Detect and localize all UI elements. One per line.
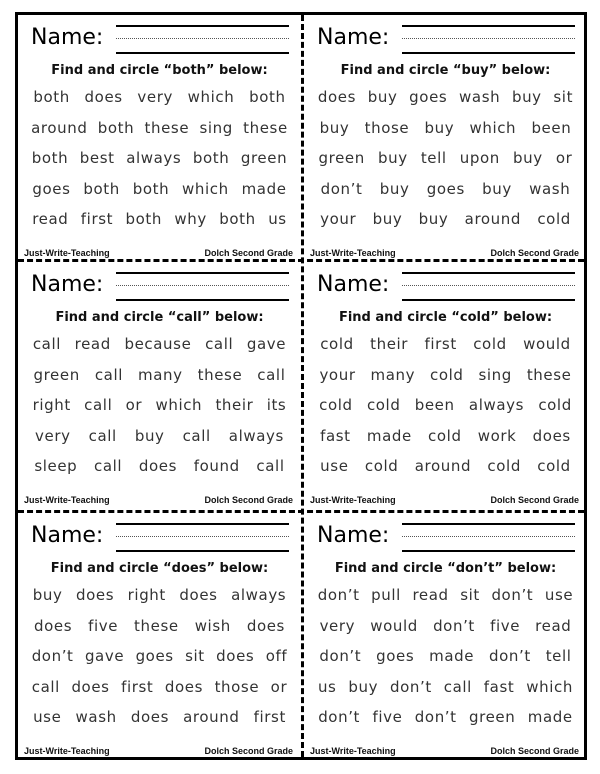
word[interactable]: goes <box>32 179 71 198</box>
word[interactable]: always <box>231 586 287 605</box>
word[interactable]: your <box>320 210 357 229</box>
word[interactable]: buy <box>134 426 165 445</box>
instruction: Find and circle “cold” below: <box>338 310 553 325</box>
word-row <box>24 390 295 421</box>
card-footer <box>24 495 293 505</box>
word[interactable]: both <box>249 88 286 107</box>
word[interactable]: does <box>532 426 571 445</box>
word[interactable]: green <box>318 149 365 168</box>
word[interactable]: does <box>33 616 73 635</box>
word[interactable]: cold <box>319 396 353 415</box>
name-write-lines[interactable] <box>116 25 289 53</box>
word-grid <box>24 580 295 733</box>
word[interactable]: does <box>179 586 218 605</box>
word[interactable]: these <box>197 365 243 384</box>
name-base-line <box>116 52 289 54</box>
word[interactable]: sing <box>199 118 233 137</box>
word[interactable]: goes <box>426 179 465 198</box>
word[interactable]: call <box>443 677 472 696</box>
name-row <box>24 15 295 59</box>
footer-grade: Dolch Second Grade <box>490 746 579 756</box>
word[interactable]: pull <box>371 586 401 605</box>
word-row <box>310 329 581 360</box>
word[interactable]: don’t <box>491 586 534 605</box>
word[interactable]: buy <box>418 210 449 229</box>
word[interactable]: both <box>219 210 256 229</box>
word[interactable]: buy <box>348 677 379 696</box>
footer-brand: Just-Write-Teaching <box>24 248 110 258</box>
word[interactable]: buy <box>424 118 455 137</box>
word-grid <box>24 82 295 235</box>
word[interactable]: call <box>31 677 60 696</box>
word[interactable]: first <box>253 708 286 727</box>
name-top-line <box>402 272 575 274</box>
word[interactable]: its <box>266 396 287 415</box>
word[interactable]: goes <box>135 647 174 666</box>
name-top-line <box>402 523 575 525</box>
word-row <box>24 204 295 235</box>
word[interactable]: these <box>526 365 572 384</box>
word[interactable]: read <box>535 616 572 635</box>
word[interactable]: don’t <box>433 616 475 635</box>
word[interactable]: sit <box>185 647 205 666</box>
word[interactable]: call <box>256 457 285 476</box>
instruction: Find and circle “both” below: <box>51 63 268 78</box>
word[interactable]: does <box>75 586 115 605</box>
word[interactable]: cold <box>430 365 464 384</box>
word[interactable]: read <box>32 210 69 229</box>
name-base-line <box>116 299 289 301</box>
word-grid <box>310 329 581 482</box>
instruction: Find and circle “call” below: <box>55 310 264 325</box>
word-row <box>24 421 295 452</box>
word[interactable]: don’t <box>389 677 432 696</box>
word[interactable]: don’t <box>488 647 531 666</box>
word[interactable]: both <box>83 179 120 198</box>
word-row <box>24 611 295 642</box>
word[interactable]: their <box>370 335 409 354</box>
word-row <box>24 641 295 672</box>
word[interactable]: don’t <box>319 647 362 666</box>
word[interactable]: cold <box>487 457 521 476</box>
word[interactable]: which <box>155 396 203 415</box>
name-write-lines[interactable] <box>402 523 575 551</box>
word[interactable]: around <box>414 457 472 476</box>
word[interactable]: would <box>523 335 571 354</box>
word[interactable]: goes <box>409 88 448 107</box>
word[interactable]: first <box>424 335 457 354</box>
word-row <box>310 390 581 421</box>
word[interactable]: always <box>468 396 525 415</box>
word[interactable]: work <box>477 426 517 445</box>
word-search-card-both <box>18 15 301 262</box>
word[interactable]: because <box>124 335 192 354</box>
word[interactable]: made <box>241 179 287 198</box>
name-mid-dotted-line <box>116 285 289 286</box>
word[interactable]: both <box>192 149 230 168</box>
word[interactable]: five <box>372 708 403 727</box>
word[interactable]: buy <box>377 149 408 168</box>
word-search-card-call <box>18 262 301 509</box>
word[interactable]: been <box>531 118 572 137</box>
card-footer <box>310 495 579 505</box>
word-search-card-cold <box>304 262 587 509</box>
word[interactable]: goes <box>376 647 415 666</box>
word-row <box>24 329 295 360</box>
word[interactable]: made <box>429 647 475 666</box>
word[interactable]: made <box>527 708 573 727</box>
word[interactable]: these <box>134 616 179 635</box>
word[interactable]: buy <box>379 179 410 198</box>
word[interactable]: sleep <box>34 457 78 476</box>
word[interactable]: cold <box>537 210 571 229</box>
word[interactable]: don’t <box>31 647 74 666</box>
word[interactable]: around <box>31 118 88 137</box>
word[interactable]: very <box>319 616 356 635</box>
word[interactable]: cold <box>473 335 507 354</box>
footer-grade: Dolch Second Grade <box>490 495 579 505</box>
word[interactable]: sit <box>460 586 480 605</box>
word[interactable]: read <box>74 335 111 354</box>
word[interactable]: those <box>214 677 260 696</box>
word[interactable]: buy <box>32 586 63 605</box>
word[interactable]: which <box>182 179 229 198</box>
word[interactable]: wash <box>459 88 501 107</box>
word[interactable]: which <box>526 677 573 696</box>
word[interactable]: first <box>121 677 154 696</box>
name-row <box>310 262 581 306</box>
word-search-card-buy <box>304 15 587 262</box>
word[interactable]: five <box>490 616 521 635</box>
name-mid-dotted-line <box>402 285 575 286</box>
word-row <box>24 580 295 611</box>
word[interactable]: cold <box>364 457 399 476</box>
footer-brand: Just-Write-Teaching <box>310 746 396 756</box>
word[interactable]: or <box>125 396 143 415</box>
name-write-lines[interactable] <box>116 523 289 551</box>
word-search-card-dont <box>304 513 587 760</box>
word-row <box>310 451 581 482</box>
word[interactable]: call <box>182 426 211 445</box>
name-row <box>310 15 581 59</box>
word[interactable]: buy <box>482 179 512 198</box>
word[interactable]: fast <box>483 677 515 696</box>
word-grid <box>310 580 581 733</box>
word[interactable]: which <box>187 88 235 107</box>
word[interactable]: wish <box>194 616 231 635</box>
word[interactable]: those <box>364 118 410 137</box>
word[interactable]: would <box>370 616 418 635</box>
word-grid <box>24 329 295 482</box>
name-label: Name: <box>317 25 390 50</box>
name-mid-dotted-line <box>116 536 289 537</box>
word[interactable]: many <box>138 365 183 384</box>
instruction: Find and circle “don’t” below: <box>334 561 557 576</box>
word[interactable]: use <box>544 586 574 605</box>
name-write-lines[interactable] <box>116 272 289 300</box>
word-row <box>310 580 581 611</box>
footer-brand: Just-Write-Teaching <box>24 495 110 505</box>
word[interactable]: does <box>317 88 357 107</box>
word[interactable]: five <box>88 616 119 635</box>
word[interactable]: don’t <box>317 586 360 605</box>
word-row <box>24 702 295 733</box>
word-row <box>310 611 581 642</box>
word[interactable]: don’t <box>414 708 457 727</box>
word-row <box>24 360 295 391</box>
word[interactable]: call <box>88 426 117 445</box>
word[interactable]: sing <box>478 365 512 384</box>
name-base-line <box>116 550 289 552</box>
word-row <box>310 421 581 452</box>
word[interactable]: their <box>215 396 254 415</box>
word[interactable]: does <box>130 708 170 727</box>
word-row <box>310 113 581 144</box>
word[interactable]: around <box>183 708 240 727</box>
word[interactable]: both <box>97 118 135 137</box>
footer-brand: Just-Write-Teaching <box>310 495 396 505</box>
word[interactable]: cold <box>320 335 354 354</box>
name-label: Name: <box>31 272 104 297</box>
word[interactable]: or <box>270 677 288 696</box>
word[interactable]: call <box>84 396 113 415</box>
word-row <box>24 174 295 205</box>
word[interactable]: cold <box>537 457 571 476</box>
word[interactable]: very <box>137 88 173 107</box>
word-row <box>24 143 295 174</box>
word[interactable]: green <box>240 149 288 168</box>
word[interactable]: buy <box>319 118 350 137</box>
word-grid <box>310 82 581 235</box>
word[interactable]: does <box>71 677 110 696</box>
word[interactable]: why <box>174 210 207 229</box>
word[interactable]: gave <box>84 647 125 666</box>
word[interactable]: does <box>138 457 178 476</box>
word[interactable]: does <box>84 88 123 107</box>
name-top-line <box>402 25 575 27</box>
word-row <box>310 82 581 113</box>
word[interactable]: buy <box>367 88 398 107</box>
word[interactable]: cold <box>428 426 462 445</box>
word[interactable]: cold <box>366 396 401 415</box>
word[interactable]: tell <box>420 149 447 168</box>
name-write-lines[interactable] <box>402 272 575 300</box>
word[interactable]: use <box>320 457 349 476</box>
word[interactable]: made <box>366 426 412 445</box>
name-label: Name: <box>31 25 104 50</box>
word-row <box>310 360 581 391</box>
word[interactable]: call <box>32 335 61 354</box>
word[interactable]: found <box>193 457 240 476</box>
footer-brand: Just-Write-Teaching <box>310 248 396 258</box>
word[interactable]: off <box>265 647 288 666</box>
word[interactable]: which <box>469 118 517 137</box>
name-mid-dotted-line <box>116 38 289 39</box>
name-mid-dotted-line <box>402 536 575 537</box>
name-mid-dotted-line <box>402 38 575 39</box>
name-row <box>24 513 295 557</box>
word-row <box>310 641 581 672</box>
name-write-lines[interactable] <box>402 25 575 53</box>
word[interactable]: buy <box>511 88 542 107</box>
word[interactable]: buy <box>513 149 543 168</box>
card-footer <box>24 746 293 756</box>
word[interactable]: call <box>94 457 123 476</box>
word[interactable]: buy <box>372 210 403 229</box>
name-row <box>24 262 295 306</box>
word[interactable]: use <box>33 708 62 727</box>
word[interactable]: call <box>205 335 234 354</box>
word[interactable]: both <box>125 210 163 229</box>
word-row <box>24 82 295 113</box>
word-row <box>24 113 295 144</box>
card-footer <box>310 248 579 258</box>
word[interactable]: don’t <box>318 708 361 727</box>
word[interactable]: very <box>35 426 71 445</box>
word-search-card-does <box>18 513 301 760</box>
word[interactable]: does <box>164 677 204 696</box>
word-row <box>310 702 581 733</box>
footer-brand: Just-Write-Teaching <box>24 746 110 756</box>
word[interactable]: right <box>32 396 71 415</box>
name-top-line <box>116 523 289 525</box>
name-top-line <box>116 25 289 27</box>
name-label: Name: <box>31 523 104 548</box>
instruction: Find and circle “does” below: <box>50 561 269 576</box>
word[interactable]: green <box>469 708 516 727</box>
word-row <box>24 672 295 703</box>
word[interactable]: cold <box>538 396 572 415</box>
worksheet-page <box>15 12 587 760</box>
word[interactable]: wash <box>529 179 571 198</box>
word[interactable]: been <box>414 396 455 415</box>
footer-grade: Dolch Second Grade <box>490 248 579 258</box>
card-footer <box>310 746 579 756</box>
word[interactable]: both <box>31 149 69 168</box>
word[interactable]: both <box>33 88 70 107</box>
name-label: Name: <box>317 523 390 548</box>
word[interactable]: gave <box>246 335 287 354</box>
word-row <box>24 451 295 482</box>
word[interactable]: read <box>412 586 449 605</box>
word-row <box>310 672 581 703</box>
word[interactable]: fast <box>320 426 351 445</box>
word[interactable]: right <box>127 586 166 605</box>
word[interactable]: your <box>319 365 356 384</box>
word[interactable]: many <box>370 365 416 384</box>
word[interactable]: always <box>228 426 284 445</box>
name-label: Name: <box>317 272 390 297</box>
word[interactable]: does <box>246 616 285 635</box>
word[interactable]: tell <box>545 647 572 666</box>
name-base-line <box>402 550 575 552</box>
word[interactable]: green <box>33 365 80 384</box>
name-row <box>310 513 581 557</box>
name-base-line <box>402 52 575 54</box>
instruction: Find and circle “buy” below: <box>340 63 551 78</box>
word[interactable]: does <box>216 647 255 666</box>
card-footer <box>24 248 293 258</box>
word-row <box>310 204 581 235</box>
word[interactable]: upon <box>459 149 500 168</box>
word[interactable]: these <box>144 118 190 137</box>
footer-grade: Dolch Second Grade <box>204 495 293 505</box>
word[interactable]: first <box>80 210 114 229</box>
word[interactable]: best <box>79 149 115 168</box>
word[interactable]: call <box>257 365 286 384</box>
name-top-line <box>116 272 289 274</box>
word[interactable]: us <box>317 677 337 696</box>
word[interactable]: call <box>94 365 124 384</box>
word[interactable]: sit <box>553 88 574 107</box>
name-base-line <box>402 299 575 301</box>
word-row <box>310 174 581 205</box>
footer-grade: Dolch Second Grade <box>204 248 293 258</box>
footer-grade: Dolch Second Grade <box>204 746 293 756</box>
word[interactable]: us <box>268 210 287 229</box>
word[interactable]: around <box>464 210 522 229</box>
word[interactable]: both <box>132 179 170 198</box>
word[interactable]: always <box>126 149 182 168</box>
word[interactable]: or <box>555 149 573 168</box>
word[interactable]: don’t <box>320 179 363 198</box>
word-row <box>310 143 581 174</box>
word[interactable]: these <box>243 118 288 137</box>
word[interactable]: wash <box>75 708 117 727</box>
